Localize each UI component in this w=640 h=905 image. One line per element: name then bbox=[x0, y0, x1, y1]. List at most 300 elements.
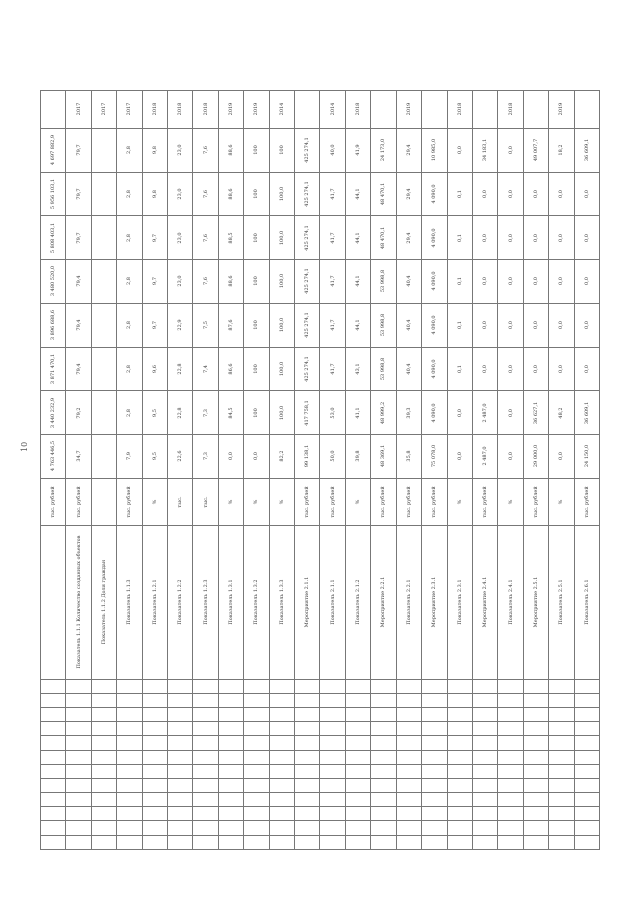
value-cell-text: 0,1 bbox=[456, 321, 463, 330]
name-cell bbox=[193, 525, 218, 679]
code-cell bbox=[218, 835, 243, 849]
value-cell bbox=[269, 391, 294, 435]
code-cell bbox=[498, 807, 523, 821]
year-cell bbox=[295, 91, 320, 129]
value-cell-text: 35,8 bbox=[405, 450, 412, 462]
code-cell bbox=[91, 708, 116, 722]
value-cell-text: 0,0 bbox=[507, 277, 514, 286]
value-cell bbox=[523, 303, 548, 347]
value-cell-text: 2,8 bbox=[126, 189, 133, 198]
value-cell-text: 41,1 bbox=[355, 407, 362, 419]
code-cell bbox=[574, 750, 599, 764]
name-cell bbox=[66, 525, 91, 679]
value-cell bbox=[66, 391, 91, 435]
year-cell-text: 2018 bbox=[507, 103, 514, 116]
unit-cell-text: тыс. рублей bbox=[304, 486, 311, 518]
value-cell-text: 3 480 520,0 bbox=[50, 266, 57, 297]
code-cell bbox=[244, 793, 269, 807]
value-cell bbox=[142, 128, 167, 172]
value-cell bbox=[117, 434, 142, 478]
value-cell-text: 0,0 bbox=[558, 233, 565, 242]
value-cell-text: 0,0 bbox=[456, 452, 463, 461]
code-cell bbox=[193, 793, 218, 807]
value-cell-text: 7,9 bbox=[126, 452, 133, 461]
code-row bbox=[41, 722, 600, 736]
value-cell-text: 44,1 bbox=[355, 275, 362, 287]
year-cell-text: 2018 bbox=[456, 103, 463, 116]
code-cell bbox=[345, 736, 370, 750]
code-cell bbox=[523, 821, 548, 835]
code-cell bbox=[142, 750, 167, 764]
value-cell-text: 29 000,0 bbox=[532, 445, 539, 468]
code-cell bbox=[498, 793, 523, 807]
value-cell-text: 0,0 bbox=[583, 321, 590, 330]
value-cell bbox=[168, 391, 193, 435]
unit-cell bbox=[193, 478, 218, 525]
value-cell-text: 22,8 bbox=[177, 363, 184, 375]
value-cell bbox=[523, 216, 548, 260]
name-cell bbox=[523, 525, 548, 679]
value-cell-text: 425 274,1 bbox=[304, 137, 311, 163]
value-cell bbox=[422, 128, 447, 172]
value-cell-text: 0,0 bbox=[482, 364, 489, 373]
year-cell bbox=[142, 91, 167, 129]
code-cell bbox=[193, 693, 218, 707]
code-cell bbox=[549, 778, 574, 792]
code-cell bbox=[269, 708, 294, 722]
value-cell bbox=[574, 128, 599, 172]
code-cell bbox=[41, 821, 66, 835]
code-cell bbox=[91, 821, 116, 835]
code-cell bbox=[549, 835, 574, 849]
value-cell bbox=[396, 434, 421, 478]
code-cell bbox=[244, 750, 269, 764]
code-cell bbox=[142, 708, 167, 722]
value-cell bbox=[91, 303, 116, 347]
name-cell-text: Показатель 2.3.1 bbox=[456, 579, 463, 625]
code-cell bbox=[295, 750, 320, 764]
value-cell-text: 100,0 bbox=[278, 274, 285, 289]
value-cell-text: 5 808 403,1 bbox=[50, 222, 57, 253]
name-cell bbox=[269, 525, 294, 679]
code-cell bbox=[168, 736, 193, 750]
code-cell bbox=[549, 821, 574, 835]
code-cell bbox=[447, 793, 472, 807]
code-cell bbox=[66, 736, 91, 750]
value-cell bbox=[523, 260, 548, 304]
code-cell bbox=[244, 679, 269, 693]
unit-cell-text: тыс. рублей bbox=[482, 486, 489, 518]
value-cell bbox=[117, 303, 142, 347]
code-cell bbox=[269, 835, 294, 849]
value-cell-text: 0,0 bbox=[532, 277, 539, 286]
code-cell bbox=[396, 750, 421, 764]
unit-cell bbox=[523, 478, 548, 525]
value-cell-text: 0,0 bbox=[583, 277, 590, 286]
code-cell bbox=[66, 821, 91, 835]
code-cell bbox=[447, 693, 472, 707]
code-cell bbox=[498, 708, 523, 722]
value-cell-text: 23,0 bbox=[177, 232, 184, 244]
code-cell bbox=[574, 722, 599, 736]
code-cell bbox=[371, 679, 396, 693]
code-cell bbox=[91, 693, 116, 707]
unit-cell-text: тыс. рублей bbox=[431, 486, 438, 518]
value-cell bbox=[422, 347, 447, 391]
code-cell bbox=[41, 679, 66, 693]
code-cell bbox=[549, 750, 574, 764]
year-cell bbox=[193, 91, 218, 129]
value-cell-text: 9,5 bbox=[151, 408, 158, 417]
value-cell bbox=[396, 172, 421, 216]
value-cell bbox=[295, 391, 320, 435]
value-cell-text: 82,2 bbox=[278, 450, 285, 462]
value-cell bbox=[295, 303, 320, 347]
code-cell bbox=[320, 821, 345, 835]
value-cell bbox=[523, 128, 548, 172]
code-cell bbox=[523, 736, 548, 750]
code-cell bbox=[371, 807, 396, 821]
code-cell bbox=[523, 750, 548, 764]
code-cell bbox=[447, 736, 472, 750]
code-cell bbox=[193, 807, 218, 821]
value-cell-text: 0,0 bbox=[558, 364, 565, 373]
code-cell bbox=[295, 764, 320, 778]
code-cell bbox=[168, 750, 193, 764]
value-cell-text: 18,2 bbox=[558, 144, 565, 156]
code-cell bbox=[142, 793, 167, 807]
value-cell bbox=[447, 260, 472, 304]
value-cell-text: 5 956 103,1 bbox=[50, 178, 57, 210]
value-cell bbox=[218, 128, 243, 172]
code-cell bbox=[244, 722, 269, 736]
year-cell bbox=[498, 91, 523, 129]
value-cell-text: 9,7 bbox=[151, 277, 158, 286]
value-cell bbox=[396, 260, 421, 304]
value-cell-text: 79,4 bbox=[75, 275, 82, 287]
unit-cell bbox=[142, 478, 167, 525]
code-cell bbox=[168, 679, 193, 693]
code-cell bbox=[523, 778, 548, 792]
value-cell bbox=[41, 216, 66, 260]
value-cell bbox=[371, 391, 396, 435]
value-cell-text: 34 183,1 bbox=[482, 139, 489, 162]
value-cell bbox=[269, 347, 294, 391]
value-cell bbox=[66, 260, 91, 304]
value-cell-text: 40,4 bbox=[405, 363, 412, 375]
value-cell-text: 4 090,0 bbox=[431, 359, 438, 379]
value-cell bbox=[320, 303, 345, 347]
value-cell-text: 53 998,8 bbox=[380, 313, 387, 337]
value-cell bbox=[422, 260, 447, 304]
value-cell bbox=[117, 260, 142, 304]
name-cell bbox=[345, 525, 370, 679]
code-cell bbox=[422, 835, 447, 849]
value-cell-text: 100,0 bbox=[278, 186, 285, 202]
unit-cell bbox=[472, 478, 497, 525]
unit-cell bbox=[269, 478, 294, 525]
code-cell bbox=[269, 722, 294, 736]
value-cell bbox=[549, 172, 574, 216]
value-cell bbox=[549, 347, 574, 391]
value-cell-text: 41,7 bbox=[329, 232, 336, 244]
year-cell-text: 2018 bbox=[151, 103, 158, 116]
value-cell-text: 3 440 232,9 bbox=[50, 397, 57, 428]
value-cell-text: 9,7 bbox=[151, 321, 158, 330]
code-cell bbox=[320, 693, 345, 707]
value-cell bbox=[193, 260, 218, 304]
value-cell bbox=[422, 303, 447, 347]
code-cell bbox=[422, 736, 447, 750]
value-cell bbox=[66, 172, 91, 216]
code-cell bbox=[422, 807, 447, 821]
value-cell bbox=[91, 216, 116, 260]
year-cell bbox=[422, 91, 447, 129]
value-cell bbox=[244, 260, 269, 304]
year-cell bbox=[244, 91, 269, 129]
value-cell bbox=[549, 260, 574, 304]
year-cell bbox=[472, 91, 497, 129]
value-cell-text: 0,0 bbox=[482, 277, 489, 286]
year-cell-text: 2019 bbox=[558, 103, 565, 116]
code-cell bbox=[371, 821, 396, 835]
code-cell bbox=[422, 764, 447, 778]
value-cell bbox=[117, 128, 142, 172]
unit-cell-text: тыс. рублей bbox=[50, 486, 57, 518]
name-cell bbox=[320, 525, 345, 679]
unit-cell-text: % bbox=[278, 499, 285, 505]
name-cell bbox=[472, 525, 497, 679]
value-cell-text: 9,7 bbox=[151, 233, 158, 242]
value-cell-text: 2 487,0 bbox=[482, 446, 489, 466]
code-cell bbox=[549, 693, 574, 707]
value-cell bbox=[345, 347, 370, 391]
value-cell-text: 44,1 bbox=[355, 319, 362, 331]
code-cell bbox=[523, 764, 548, 778]
code-cell bbox=[66, 778, 91, 792]
name-cell-text: Показатель 2.6.1 bbox=[583, 579, 590, 625]
name-cell bbox=[549, 525, 574, 679]
value-cell bbox=[549, 216, 574, 260]
unit-cell bbox=[498, 478, 523, 525]
code-cell bbox=[371, 835, 396, 849]
value-cell bbox=[498, 347, 523, 391]
code-cell bbox=[218, 693, 243, 707]
value-cell bbox=[549, 303, 574, 347]
code-cell bbox=[117, 750, 142, 764]
year-cell-text: 2018 bbox=[177, 103, 184, 116]
code-cell bbox=[193, 722, 218, 736]
value-cell-text: 39,8 bbox=[355, 450, 362, 462]
code-cell bbox=[91, 679, 116, 693]
value-cell bbox=[345, 128, 370, 172]
code-cell bbox=[345, 708, 370, 722]
value-cell-text: 79,4 bbox=[75, 319, 82, 331]
name-cell-text: Показатель 2.5.1 bbox=[558, 579, 565, 625]
value-cell bbox=[422, 216, 447, 260]
value-cell-text: 3 896 688,6 bbox=[50, 310, 57, 341]
value-cell bbox=[574, 391, 599, 435]
value-cell-text: 100 bbox=[253, 276, 260, 287]
value-cell-text: 425 274,1 bbox=[304, 181, 311, 207]
value-cell bbox=[422, 434, 447, 478]
code-cell bbox=[142, 778, 167, 792]
value-cell bbox=[244, 434, 269, 478]
value-cell-text: 2,8 bbox=[126, 146, 133, 155]
value-cell bbox=[472, 128, 497, 172]
value-cell bbox=[269, 260, 294, 304]
value-cell-text: 36 609,1 bbox=[583, 401, 590, 424]
value-cell bbox=[371, 128, 396, 172]
code-cell bbox=[345, 793, 370, 807]
unit-cell bbox=[117, 478, 142, 525]
value-cell bbox=[320, 347, 345, 391]
value-cell bbox=[498, 434, 523, 478]
year-cell bbox=[320, 91, 345, 129]
value-row bbox=[41, 391, 600, 435]
code-cell bbox=[320, 679, 345, 693]
year-row bbox=[41, 91, 600, 129]
value-cell-text: 9,8 bbox=[151, 146, 158, 155]
value-cell bbox=[295, 172, 320, 216]
code-cell bbox=[91, 807, 116, 821]
value-cell bbox=[320, 434, 345, 478]
value-cell bbox=[142, 216, 167, 260]
code-cell bbox=[549, 708, 574, 722]
code-cell bbox=[244, 778, 269, 792]
code-cell bbox=[320, 750, 345, 764]
code-row bbox=[41, 708, 600, 722]
value-cell bbox=[320, 260, 345, 304]
value-cell-text: 22,9 bbox=[177, 319, 184, 331]
value-cell bbox=[91, 347, 116, 391]
value-cell bbox=[142, 260, 167, 304]
unit-cell-text: тыс. рублей bbox=[532, 486, 539, 518]
code-cell bbox=[320, 807, 345, 821]
value-cell-text: 0,0 bbox=[532, 364, 539, 373]
unit-cell-text: тыс. bbox=[177, 496, 184, 508]
value-cell-text: 100 bbox=[253, 145, 260, 155]
value-cell-text: 49 007,7 bbox=[532, 139, 539, 162]
unit-cell-text: % bbox=[151, 499, 158, 505]
value-cell-text: 100 bbox=[278, 145, 285, 155]
year-cell bbox=[269, 91, 294, 129]
unit-cell bbox=[396, 478, 421, 525]
code-cell bbox=[498, 722, 523, 736]
value-cell-text: 0,0 bbox=[507, 233, 514, 242]
code-cell bbox=[574, 679, 599, 693]
year-cell-text: 2014 bbox=[329, 103, 336, 116]
code-cell bbox=[295, 821, 320, 835]
code-cell bbox=[218, 722, 243, 736]
code-cell bbox=[168, 764, 193, 778]
value-cell bbox=[447, 434, 472, 478]
value-cell bbox=[41, 434, 66, 478]
value-cell-text: 0,0 bbox=[482, 233, 489, 242]
value-cell bbox=[117, 391, 142, 435]
value-cell bbox=[574, 347, 599, 391]
code-cell bbox=[142, 807, 167, 821]
unit-cell-text: тыс. рублей bbox=[329, 486, 336, 518]
code-cell bbox=[396, 793, 421, 807]
unit-cell-text: тыс. рублей bbox=[583, 486, 590, 518]
value-cell-text: 44,1 bbox=[355, 232, 362, 244]
value-cell bbox=[447, 303, 472, 347]
value-cell bbox=[91, 434, 116, 478]
code-cell bbox=[396, 736, 421, 750]
code-row bbox=[41, 807, 600, 821]
value-cell bbox=[549, 391, 574, 435]
value-cell-text: 0,0 bbox=[507, 452, 514, 461]
code-cell bbox=[396, 821, 421, 835]
value-cell bbox=[345, 216, 370, 260]
code-cell bbox=[574, 821, 599, 835]
unit-cell-text: % bbox=[558, 499, 565, 505]
name-cell bbox=[422, 525, 447, 679]
year-cell bbox=[574, 91, 599, 129]
value-row bbox=[41, 434, 600, 478]
code-cell bbox=[66, 835, 91, 849]
code-cell bbox=[574, 835, 599, 849]
value-cell-text: 84,5 bbox=[228, 407, 235, 419]
value-row bbox=[41, 172, 600, 216]
value-cell-text: 39,3 bbox=[405, 407, 412, 419]
code-cell bbox=[269, 778, 294, 792]
value-cell-text: 0,1 bbox=[456, 189, 463, 198]
name-row bbox=[41, 525, 600, 679]
value-cell bbox=[523, 347, 548, 391]
page-number: 10 bbox=[20, 441, 29, 452]
code-cell bbox=[66, 793, 91, 807]
value-cell bbox=[218, 347, 243, 391]
value-cell-text: 0,0 bbox=[532, 233, 539, 242]
unit-cell bbox=[295, 478, 320, 525]
name-cell-text: Показатель 2.1.2 bbox=[355, 579, 362, 625]
code-cell bbox=[91, 764, 116, 778]
value-cell bbox=[498, 391, 523, 435]
value-cell-text: 40,4 bbox=[405, 319, 412, 331]
value-cell-text: 23,0 bbox=[177, 144, 184, 156]
code-cell bbox=[472, 750, 497, 764]
code-cell bbox=[498, 778, 523, 792]
value-cell-text: 10 985,0 bbox=[431, 139, 438, 162]
code-cell bbox=[117, 764, 142, 778]
value-cell-text: 79,4 bbox=[75, 363, 82, 375]
value-cell-text: 0,0 bbox=[583, 189, 590, 198]
code-cell bbox=[218, 679, 243, 693]
year-cell bbox=[168, 91, 193, 129]
code-cell bbox=[422, 750, 447, 764]
code-cell bbox=[396, 708, 421, 722]
value-cell bbox=[472, 260, 497, 304]
value-cell bbox=[244, 303, 269, 347]
value-row bbox=[41, 128, 600, 172]
value-cell bbox=[41, 347, 66, 391]
code-cell bbox=[193, 750, 218, 764]
value-cell-text: 53 998,8 bbox=[380, 357, 387, 380]
value-cell-text: 34,7 bbox=[75, 450, 82, 462]
value-cell bbox=[472, 216, 497, 260]
year-cell-text: 2017 bbox=[75, 103, 82, 116]
value-cell bbox=[244, 128, 269, 172]
code-cell bbox=[244, 693, 269, 707]
value-cell-text: 40,4 bbox=[405, 275, 412, 287]
name-cell bbox=[498, 525, 523, 679]
code-cell bbox=[447, 764, 472, 778]
value-cell bbox=[218, 391, 243, 435]
data-table bbox=[40, 90, 600, 850]
code-cell bbox=[371, 778, 396, 792]
